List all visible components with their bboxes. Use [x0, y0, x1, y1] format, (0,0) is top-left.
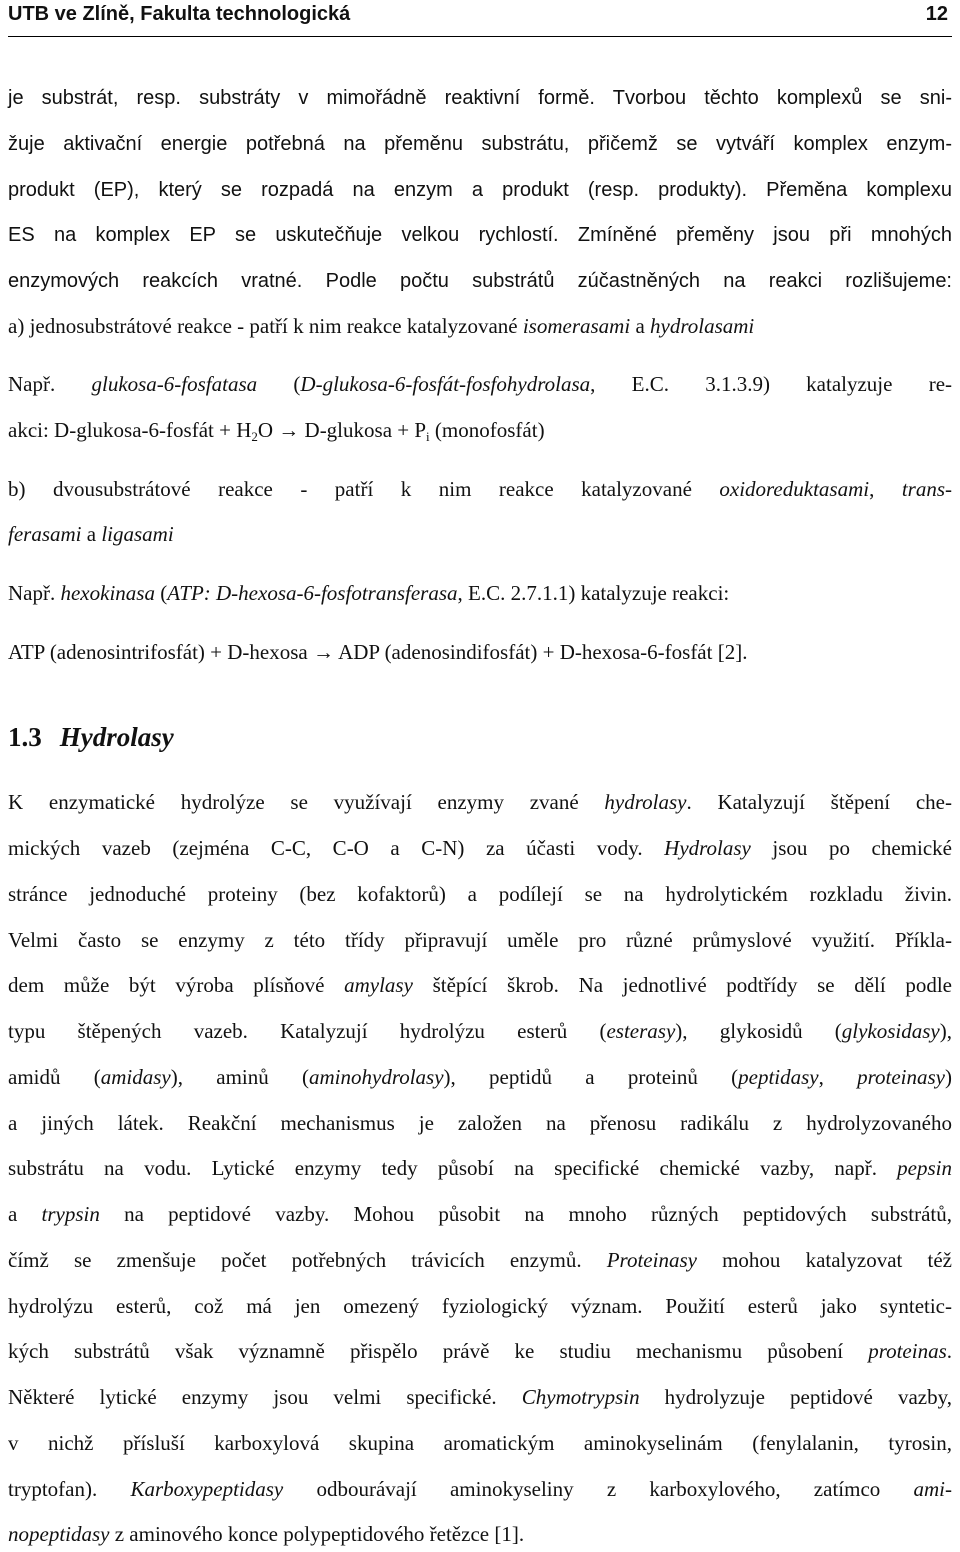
text-line: tryptofan). Karboxypeptidasy odbourávají aminokyseliny z karboxylového, zatímco ami-	[8, 1477, 952, 1501]
text-line: produkt (EP), který se rozpadá na enzym a produkt (resp. produkty). Přeměna komplexu	[8, 179, 952, 201]
text-line: ATP (adenosintrifosfát) + D-hexosa → ADP (adenosindifosfát) + D-hexosa-6-fosfát [2].	[8, 640, 748, 664]
text-line: akci: D-glukosa-6-fosfát + $H_2O$ → D-glukosa + $P_i$ (monofosfát)	[8, 418, 545, 444]
section-number: 1.3	[8, 722, 42, 752]
text-line: substrátu na vodu. Lytické enzymy tedy působí na specifické chemické vazby, např. pepsin	[8, 1156, 952, 1180]
text-line: enzymových reakcích vratné. Podle počtu substrátů zúčastněných na reakci rozlišujeme:	[8, 270, 952, 292]
text-line: amidů (amidasy), aminů (aminohydrolasy), peptidů a proteinů (peptidasy, proteinasy)	[8, 1065, 953, 1089]
text-line: je substrát, resp. substráty v mimořádně reaktivní formě. Tvorbou těchto komplexů se sni-	[8, 87, 952, 109]
text-line: K enzymatické hydrolýze se využívají enzymy zvané hydrolasy. Katalyzují štěpení che-	[8, 790, 952, 814]
text-line: Některé lytické enzymy jsou velmi specifické. Chymotrypsin hydrolyzuje peptidové vazby,	[8, 1385, 952, 1409]
running-header	[8, 0, 952, 37]
text-line: b) dvousubstrátové reakce - patří k nim reakce katalyzované oxidoreduktasami, trans-	[8, 477, 952, 501]
text-line: a jiných látek. Reakční mechanismus je založen na přenosu radikálu z hydrolyzovaného	[8, 1111, 952, 1135]
header-title: UTB ve Zlíně, Fakulta technologická	[8, 3, 351, 25]
text-line: kých substrátů však významně přispělo právě ke studiu mechanismu působení proteinas.	[8, 1339, 952, 1363]
section-heading	[8, 722, 174, 753]
text-line: nopeptidasy z aminového konce polypeptidového řetězce [1].	[8, 1522, 525, 1546]
page-number: 12	[925, 3, 948, 25]
text-line: ES na komplex EP se uskutečňuje velkou rychlostí. Zmíněné přeměny jsou při mnohých	[8, 224, 952, 246]
text-line: stránce jednoduché proteiny (bez kofaktorů) a podílejí se na hydrolytickém rozkladu živin.	[8, 882, 952, 906]
text-line: ferasami a ligasami	[8, 522, 174, 546]
text-line: typu štěpených vazeb. Katalyzují hydrolýzu esterů (esterasy), glykosidů (glykosidasy),	[8, 1019, 953, 1043]
text-line: žuje aktivační energie potřebná na přeměnu substrátu, přičemž se vytváří komplex enzym-	[8, 133, 952, 155]
text-line: a trypsin na peptidové vazby. Mohou působit na mnoho různých peptidových substrátů,	[8, 1202, 952, 1226]
section-title: Hydrolasy	[59, 722, 174, 752]
text-line: Velmi často se enzymy z této třídy připravují uměle pro různé průmyslové využití. Příkla-	[8, 928, 952, 952]
text-line: hydrolýzu esterů, což má jen omezený fyziologický význam. Použití esterů jako syntetic-	[8, 1294, 952, 1318]
text-line: dem může být výroba plísňové amylasy štěpící škrob. Na jednotlivé podtřídy se dělí podle	[8, 973, 952, 997]
text-line: Např. hexokinasa (ATP: D-hexosa-6-fosfotransferasa, E.C. 2.7.1.1) katalyzuje reakci:	[8, 581, 730, 605]
text-line: v nichž přísluší karboxylová skupina aromatickým aminokyselinám (fenylalanin, tyrosin,	[8, 1431, 952, 1455]
text-line: Např. glukosa-6-fosfatasa (D-glukosa-6-fosfát-fosfohydrolasa, E.C. 3.1.3.9) katalyzuje re-	[8, 372, 953, 396]
text-line: mických vazeb (zejména C-C, C-O a C-N) za účasti vody. Hydrolasy jsou po chemické	[8, 836, 952, 860]
text-line: čímž se zmenšuje počet potřebných trávicích enzymů. Proteinasy mohou katalyzovat též	[8, 1248, 952, 1272]
text-line: a) jednosubstrátové reakce - patří k nim reakce katalyzované isomerasami a hydrolasami	[8, 314, 755, 338]
